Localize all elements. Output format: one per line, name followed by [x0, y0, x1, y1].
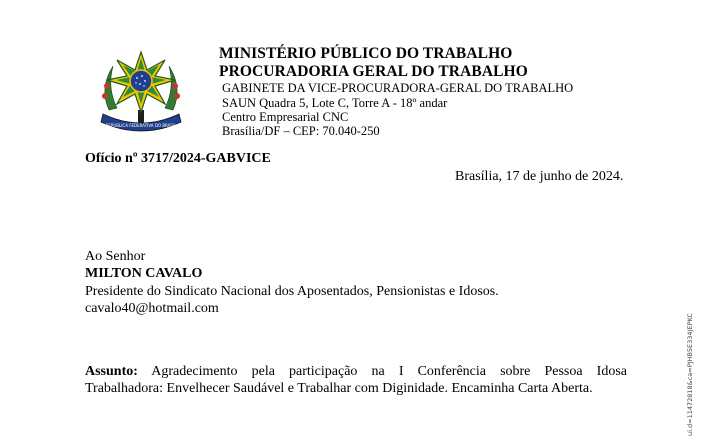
address-line-3: Brasília/DF – CEP: 70.040-250	[222, 124, 380, 138]
subject-label: Assunto:	[85, 364, 138, 379]
subject-text-line-2: Trabalhadora: Envelhecer Saudável e Trabalhar com Diginidade. Encaminha Carta Aberta.	[85, 381, 593, 396]
recipient-email: cavalo40@hotmail.com	[85, 301, 219, 316]
document-verification-code: ui.d=11472818&ca=PJHB5E334JEPKC	[686, 313, 694, 436]
address-line-1: SAUN Quadra 5, Lote C, Torre A - 18º andar	[222, 96, 448, 110]
office-name: GABINETE DA VICE-PROCURADORA-GERAL DO TRABALHO	[222, 81, 574, 95]
document-reference: Ofício nº 3717/2024-GABVICE	[85, 151, 271, 166]
recipient-title: Presidente do Sindicato Nacional dos Aposentados, Pensionistas e Idosos.	[85, 284, 499, 299]
institution-name: MINISTÉRIO PÚBLICO DO TRABALHO	[219, 45, 513, 62]
brazil-coat-of-arms-icon	[95, 48, 187, 138]
subject-paragraph	[85, 363, 627, 397]
subject-text-line-1: Agradecimento pela participação na I Conferência sobre Pessoa Idosa	[151, 364, 627, 379]
recipient-salutation: Ao Senhor	[85, 249, 146, 264]
date-line: Brasília, 17 de junho de 2024.	[455, 169, 624, 184]
department-name: PROCURADORIA GERAL DO TRABALHO	[219, 63, 528, 80]
recipient-name: MILTON CAVALO	[85, 266, 203, 281]
svg-text:REPUBLICA FEDERATIVA DO BRASIL: REPUBLICA FEDERATIVA DO BRASIL	[105, 123, 177, 128]
address-line-2: Centro Empresarial CNC	[222, 110, 349, 124]
